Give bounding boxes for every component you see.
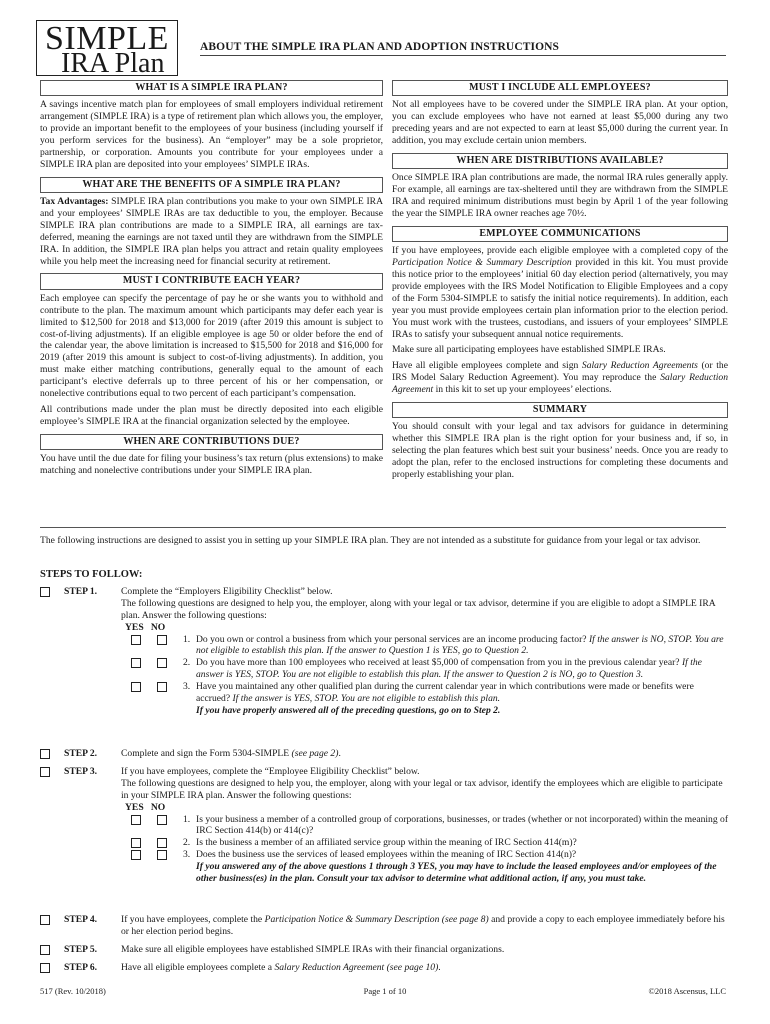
s3q3-no-checkbox[interactable] (157, 850, 167, 860)
step-3-title: If you have employees, complete the “Employee Eligibility Checklist” below. (121, 766, 420, 777)
step-1-label: STEP 1. (64, 586, 98, 597)
step-3-checkbox[interactable] (40, 767, 50, 777)
step-1-question-1: 1. Do you own or control a business from which your personal services are an income producing factor? If the answer is NO, STOP. You are not eligible to establish this plan. If the answer to Question 1 is YES, go to Question 2. (121, 634, 730, 658)
step-4-checkbox[interactable] (40, 915, 50, 925)
step-1-question-3: 3. Have you maintained any other qualified plan during the current calendar year in which contributions were made or benefits were accrued? If the answer is YES, STOP. You are not eligible to establish this plan. (121, 681, 730, 705)
left-column (40, 80, 383, 481)
communications-text-2: Make sure all participating employees have established SIMPLE IRAs. (392, 344, 666, 356)
q1-no-checkbox[interactable] (157, 635, 167, 645)
step-1-yes-no-header: YES NO (125, 621, 166, 633)
step-1-question-2: 2. Do you have more than 100 employees who received at least $5,000 of compensation from you in the previous calendar year? If the answer is YES, STOP. You are not eligible to establish this plan. If the answer to Question 2 is NO, go to Question 3. (121, 657, 730, 681)
section-heading-distributions: WHEN ARE DISTRIBUTIONS AVAILABLE? (392, 153, 728, 169)
benefits-text (40, 196, 383, 267)
page-title: ABOUT THE SIMPLE IRA PLAN AND ADOPTION INSTRUCTIONS (200, 41, 560, 53)
step-1-note: If you have properly answered all of the preceding questions, go on to Step 2. (196, 704, 501, 716)
step-3-question-1: 1. Is your business a member of a controlled group of corporations, businesses, or trades (whether or not incorporated) within the meaning of IRC Section 414(b) or 414(c)? (121, 814, 730, 838)
section-heading-contribute: MUST I CONTRIBUTE EACH YEAR? (40, 273, 383, 289)
summary-text: You should consult with your legal and tax advisors for guidance in determining whether this SIMPLE IRA plan is the right option for your business and, if so, in selecting the plan features which best suit your business’ needs. Once you are ready to adopt the plan, refer to the enclosed instructions for completing these documents and properly establishing your plan. (392, 421, 728, 480)
step-6-checkbox[interactable] (40, 963, 50, 973)
s3q1-yes-checkbox[interactable] (131, 815, 141, 825)
step-5-checkbox[interactable] (40, 945, 50, 955)
q2-yes-checkbox[interactable] (131, 658, 141, 668)
step-1-checkbox[interactable] (40, 587, 50, 597)
include-text: Not all employees have to be covered under the SIMPLE IRA plan. At your option, you can exclude employees who have not earned at least $5,000 during any two preceding years and are not expected to earn at least $5,000 during the current year. In addition, you may exclude certain union members. (392, 99, 728, 147)
step-1-body (121, 586, 730, 717)
step-3-question-2: 2. Is the business a member of an affiliated service group within the meaning of IRC Section 414(m)? (121, 837, 730, 849)
section-heading-include: MUST I INCLUDE ALL EMPLOYEES? (392, 80, 728, 96)
step-3-body (121, 766, 730, 885)
instructions-intro: The following instructions are designed to assist you in setting up your SIMPLE IRA plan. They are not intended as a substitute for guidance from your legal or tax advisor. (40, 535, 701, 546)
footer-copyright: ©2018 Ascensus, LLC (648, 986, 726, 996)
benefits-body: SIMPLE IRA plan contributions you make to your own SIMPLE IRA and your employees’ SIMPLE IRAs are tax deductible to you, the employer. Because SIMPLE IRA plan contributions are made to a SIMPLE IRA, all earnings are tax-deferred, meaning the earnings are not taxed until they are withdrawn from the SIMPLE IRA. In addition, the SIMPLE IRA plan helps you attract and retain quality employees while you help meet the increasing need for financial security at retirement. (40, 196, 383, 267)
step-3-yes-no-header: YES NO (125, 801, 166, 813)
logo-simple: SIMPLE (45, 20, 169, 57)
s3q2-yes-checkbox[interactable] (131, 838, 141, 848)
right-column (392, 80, 728, 485)
section-divider (40, 527, 726, 528)
step-2-label: STEP 2. (64, 748, 98, 759)
s3q1-no-checkbox[interactable] (157, 815, 167, 825)
step-3-desc: The following questions are designed to help you, the employer, along with your legal or tax advisor, identify the employees which are eligible to participate in your SIMPLE IRA plan. Answer the following questions: (121, 777, 723, 801)
step-6-label: STEP 6. (64, 962, 98, 973)
communications-text-3: Have all eligible employees complete and sign Salary Reduction Agreements (or the IRS Model Salary Reduction Agreement). You may reproduce the Salary Reduction Agreement in this kit to set up your employees’ elections. (392, 360, 728, 396)
communications-text-1: If you have employees, provide each eligible employee with a completed copy of the Participation Notice & Summary Description provided in this kit. You must provide this notice prior to the employees’ initial 60 day election period (alternatively, you may provide employees with the IRS Model Notification to Eligible Employees and a copy of the Form 5304-SIMPLE to satisfy the initial notice requirements). In addition, each year you must provide employees certain plan information prior to the election period. You must work with the trustees, custodians, and issuers of your employees’ SIMPLE IRAs to satisfy your subsequent annual notice requirements. (392, 245, 728, 340)
logo-ira-plan: IRA Plan (61, 48, 165, 79)
q3-yes-checkbox[interactable] (131, 682, 141, 692)
footer-form-number: 517 (Rev. 10/2018) (40, 986, 106, 996)
section-heading-due: WHEN ARE CONTRIBUTIONS DUE? (40, 434, 383, 450)
step-1-desc: The following questions are designed to help you, the employer, along with your legal or tax advisor, determine if you are eligible to adopt a SIMPLE IRA plan. Answer the following questions: (121, 597, 716, 621)
s3q3-yes-checkbox[interactable] (131, 850, 141, 860)
footer-page-number: Page 1 of 10 (363, 986, 407, 996)
header-divider (200, 55, 726, 56)
steps-heading: STEPS TO FOLLOW: (40, 569, 143, 580)
distributions-text: Once SIMPLE IRA plan contributions are made, the normal IRA rules generally apply. For example, all earnings are tax-sheltered until they are withdrawn from the SIMPLE IRA and required minimum distributions must begin by April 1 of the year following the year the SIMPLE IRA owner reaches age 70½. (392, 172, 728, 220)
contribute-text-2: All contributions made under the plan must be directly deposited into each eligible employee’s SIMPLE IRA at the financial organization selected by the employee. (40, 403, 383, 427)
logo (36, 20, 178, 79)
section-heading-summary: SUMMARY (392, 402, 728, 418)
q2-no-checkbox[interactable] (157, 658, 167, 668)
tax-advantages-lead: Tax Advantages: (40, 196, 109, 208)
contribute-text-1: Each employee can specify the percentage of pay he or she wants you to withhold and contribute to the plan. The maximum amount which participants may defer each year is limited to $12,500 for 2018 and $13,000 for 2019 (after 2019 this amount is subject to cost-of-living adjustments). If an eligible employee is age 50 or older before the end of the calendar year, the above limitation is increased to $15,500 for 2018 and $16,000 for 2019 (after 2019 this amount is subject to cost-of-living adjustments). In addition, you must make either matching contributions, generally equal to the amount of each participant’s elective deferrals up to three percent of his or her compensation, or nonelective contributions equal to two percent of each participant’s compensation. (40, 292, 383, 399)
q3-no-checkbox[interactable] (157, 682, 167, 692)
what-is-text: A savings incentive match plan for employees of small employers individual retirement arrangement (SIMPLE IRA) is a type of retirement plan which allows you, the employer, to provide an important benefit to the employees of your business (including yourself if you perform services for the business). An “employer” may be a sole proprietor, partnership, or corporation. Amounts you contribute for your employees under a SIMPLE IRA plan are deposited into your employees’ SIMPLE IRAs. (40, 99, 383, 170)
due-text: You have until the due date for filing your business’s tax return (plus extensions) to make matching and nonelective contributions under your SIMPLE IRA plan. (40, 453, 384, 476)
s3q2-no-checkbox[interactable] (157, 838, 167, 848)
step-3-label: STEP 3. (64, 766, 98, 777)
step-3-note: If you answered any of the above questions 1 through 3 YES, you may have to include the leased employees and/or employees of the other business(es) in the plan. Consult your tax advisor to determine what additional action, if any, you must take. (196, 861, 717, 885)
step-1-title: Complete the “Employers Eligibility Checklist” below. (121, 586, 333, 597)
section-heading-what-is: WHAT IS A SIMPLE IRA PLAN? (40, 80, 383, 96)
step-2-checkbox[interactable] (40, 749, 50, 759)
step-4-label: STEP 4. (64, 914, 98, 925)
section-heading-communications: EMPLOYEE COMMUNICATIONS (392, 226, 728, 242)
step-5-label: STEP 5. (64, 944, 98, 955)
section-heading-benefits: WHAT ARE THE BENEFITS OF A SIMPLE IRA PLAN? (40, 177, 383, 193)
q1-yes-checkbox[interactable] (131, 635, 141, 645)
step-3-question-3: 3. Does the business use the services of leased employees within the meaning of IRC Section 414(n)? (121, 849, 730, 861)
